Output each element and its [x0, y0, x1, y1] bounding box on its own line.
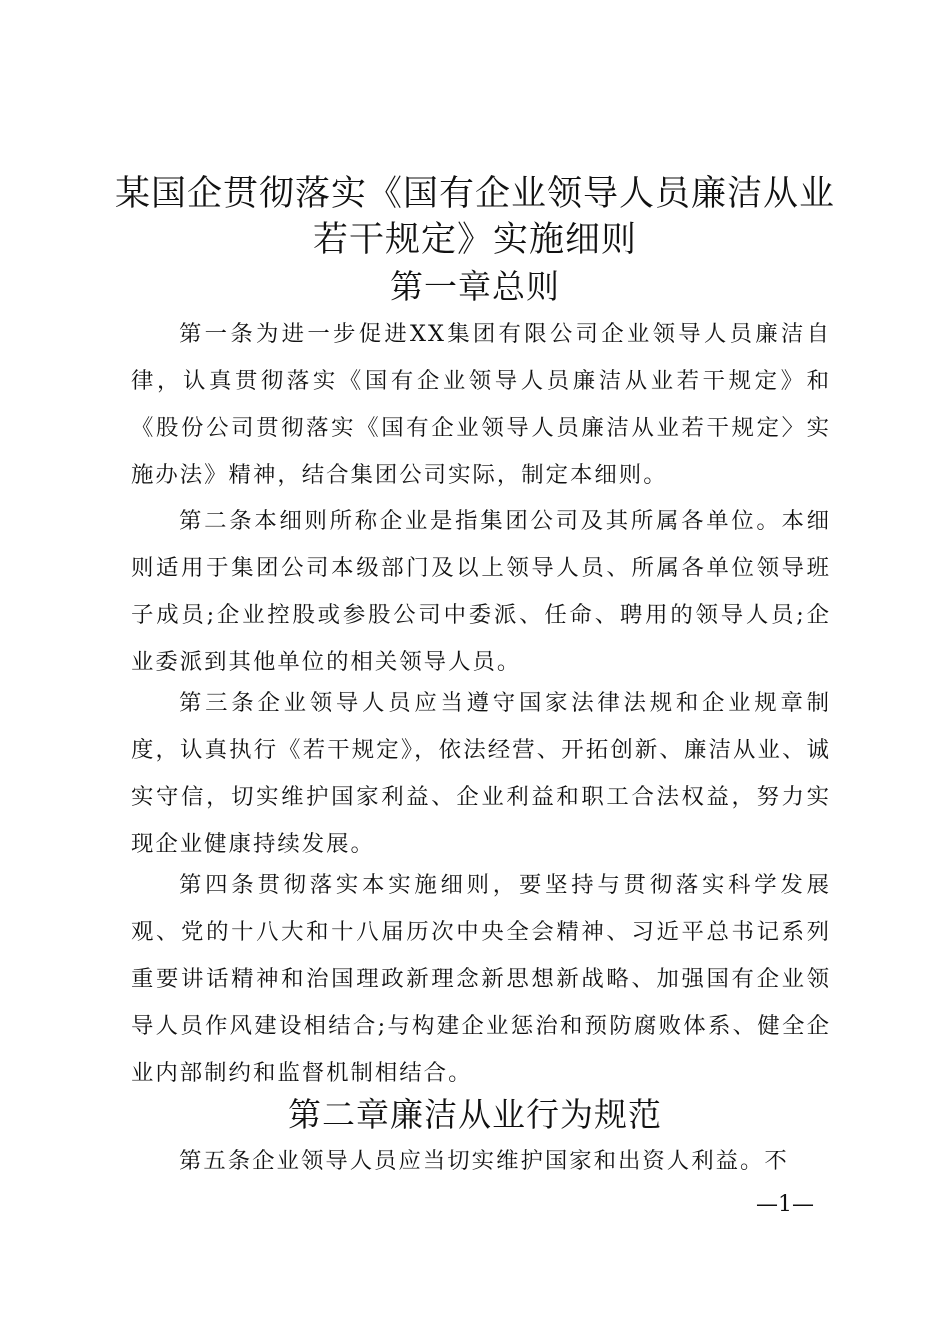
- chapter-heading-2: 第二章廉洁从业行为规范: [288, 1095, 662, 1134]
- document-title-line2: 若干规定》实施细则: [312, 220, 637, 260]
- document-title-line1: 某国企贯彻落实《国有企业领导人员廉洁从业: [114, 174, 835, 214]
- article-5: 第五条企业领导人员应当切实维护国家和出资人利益。不: [179, 1148, 789, 1174]
- article-1: 第一条为进一步促进XX集团有限公司企业领导人员廉洁自律，认真贯彻落实《国有企业领导人员廉洁从业若干规定》和《股份公司贯彻落实《国有企业领导人员廉洁从业若干规定〉实施办法》精神，结合集团公司实际，制定本细则。: [131, 321, 831, 488]
- article-2: 第二条本细则所称企业是指集团公司及其所属各单位。本细则适用于集团公司本级部门及以上领导人员、所属各单位领导班子成员;企业控股或参股公司中委派、任命、聘用的领导人员;企业委派到其他单位的相关领导人员。: [131, 508, 831, 675]
- page-number: —1—: [756, 1192, 814, 1217]
- article-3: 第三条企业领导人员应当遵守国家法律法规和企业规章制度，认真执行《若干规定》，依法经营、开拓创新、廉洁从业、诚实守信，切实维护国家利益、企业利益和职工合法权益，努力实现企业健康持续发展。: [131, 690, 831, 857]
- article-4: 第四条贯彻落实本实施细则，要坚持与贯彻落实科学发展观、党的十八大和十八届历次中央全会精神、习近平总书记系列重要讲话精神和治国理政新理念新思想新战略、加强国有企业领导人员作风建设相结合;与构建企业惩治和预防腐败体系、健全企业内部制约和监督机制相结合。: [131, 872, 831, 1086]
- chapter-heading-1: 第一章总则: [390, 267, 560, 306]
